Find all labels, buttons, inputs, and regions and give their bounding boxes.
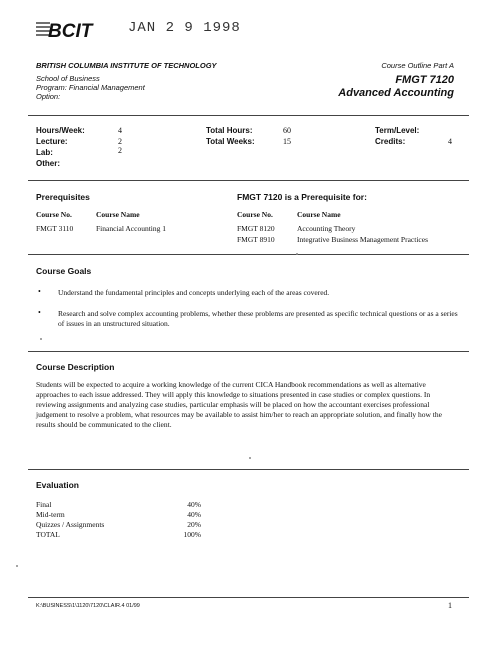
lab-value: 2 [118,146,122,155]
course-heading [338,74,454,100]
total-weeks-value: 15 [283,137,291,146]
prereq-for-col-course-no: Course No. [237,210,273,219]
divider [28,115,469,116]
total-hours-label: Total Hours: [206,126,253,135]
lecture-label: Lecture: [36,137,68,146]
total-weeks-label: Total Weeks: [206,137,255,146]
hours-week-value: 4 [118,126,122,135]
prereq-for-course-name: Integrative Business Management Practices [297,235,429,244]
bcit-logo [34,17,114,43]
prereq-for-course-no: FMGT 8910 [237,235,275,244]
evaluation-item: Mid-term [36,510,65,519]
hours-week-label: Hours/Week: [36,126,85,135]
date-stamp: JAN 2 9 1998 [128,20,241,36]
scan-speck [16,565,18,567]
scan-speck [40,338,42,340]
evaluation-item: TOTAL [36,530,60,539]
evaluation-item: Quizzes / Assignments [36,520,105,529]
svg-text:BCIT: BCIT [48,21,93,42]
lecture-value: 2 [118,137,122,146]
divider [28,597,469,598]
evaluation-weight: 20% [187,520,201,529]
school-block [36,74,145,101]
credits-value: 4 [448,137,452,146]
evaluation-weight: 40% [187,500,201,509]
scan-speck [249,457,251,459]
prereq-col-course-no: Course No. [36,210,72,219]
prereq-for-course-name: Accounting Theory [297,224,356,233]
evaluation-heading: Evaluation [36,480,79,490]
credits-label: Credits: [375,137,406,146]
prerequisites-heading: Prerequisites [36,192,90,202]
divider [28,469,469,470]
option-label: Option: [36,92,61,101]
outline-label: Course Outline Part A [381,61,454,70]
prereq-course-no: FMGT 3110 [36,224,74,233]
other-label: Other: [36,159,60,168]
evaluation-item: Final [36,500,52,509]
scan-speck [296,253,298,255]
goal-item: Understand the fundamental principles and concepts underlying each of the areas covered. [58,288,330,297]
divider [28,180,469,181]
divider [28,254,469,255]
lab-label: Lab: [36,148,53,157]
file-path-footer: K:\BUSINESS\1\1120\7120\CLAIR.4 01/99 [36,603,140,609]
program-name: Program: Financial Management [36,83,145,92]
page-number: 1 [448,601,452,610]
prereq-col-course-name: Course Name [96,210,140,219]
course-goals-heading: Course Goals [36,266,92,276]
prereq-for-col-course-name: Course Name [297,210,341,219]
evaluation-weight: 40% [187,510,201,519]
course-title: Advanced Accounting [338,87,454,99]
institute-name: BRITISH COLUMBIA INSTITUTE OF TECHNOLOGY [36,61,217,70]
goal-item: Research and solve complex accounting problems, whether these problems are presented as specific technical questions or as a series of issues in an unstructured situation. [58,309,458,328]
term-level-label: Term/Level: [375,126,420,135]
bullet-icon: • [38,308,41,317]
bullet-icon: • [38,287,41,296]
evaluation-weight: 100% [183,530,201,539]
course-description-text: Students will be expected to acquire a working knowledge of the current CICA Handbook recommendations as well as alternative approaches to each issue addressed. They will apply this knowledge to situations presented in case studies or complex questions. In reviewing assignments and analyzing case studies, particular emphasis will be placed on how the accountant exercises professional judgement to resolve a problem, what resources may be available to assist him/her to reach an appropriate solution, and finally how the results should be communicated to the client. [36,380,442,429]
course-description-heading: Course Description [36,362,115,372]
course-code: FMGT 7120 [395,74,454,86]
school-name: School of Business [36,74,100,83]
prereq-course-name: Financial Accounting 1 [96,224,166,233]
divider [28,351,469,352]
prereq-for-heading: FMGT 7120 is a Prerequisite for: [237,192,367,202]
total-hours-value: 60 [283,126,291,135]
prereq-for-course-no: FMGT 8120 [237,224,275,233]
